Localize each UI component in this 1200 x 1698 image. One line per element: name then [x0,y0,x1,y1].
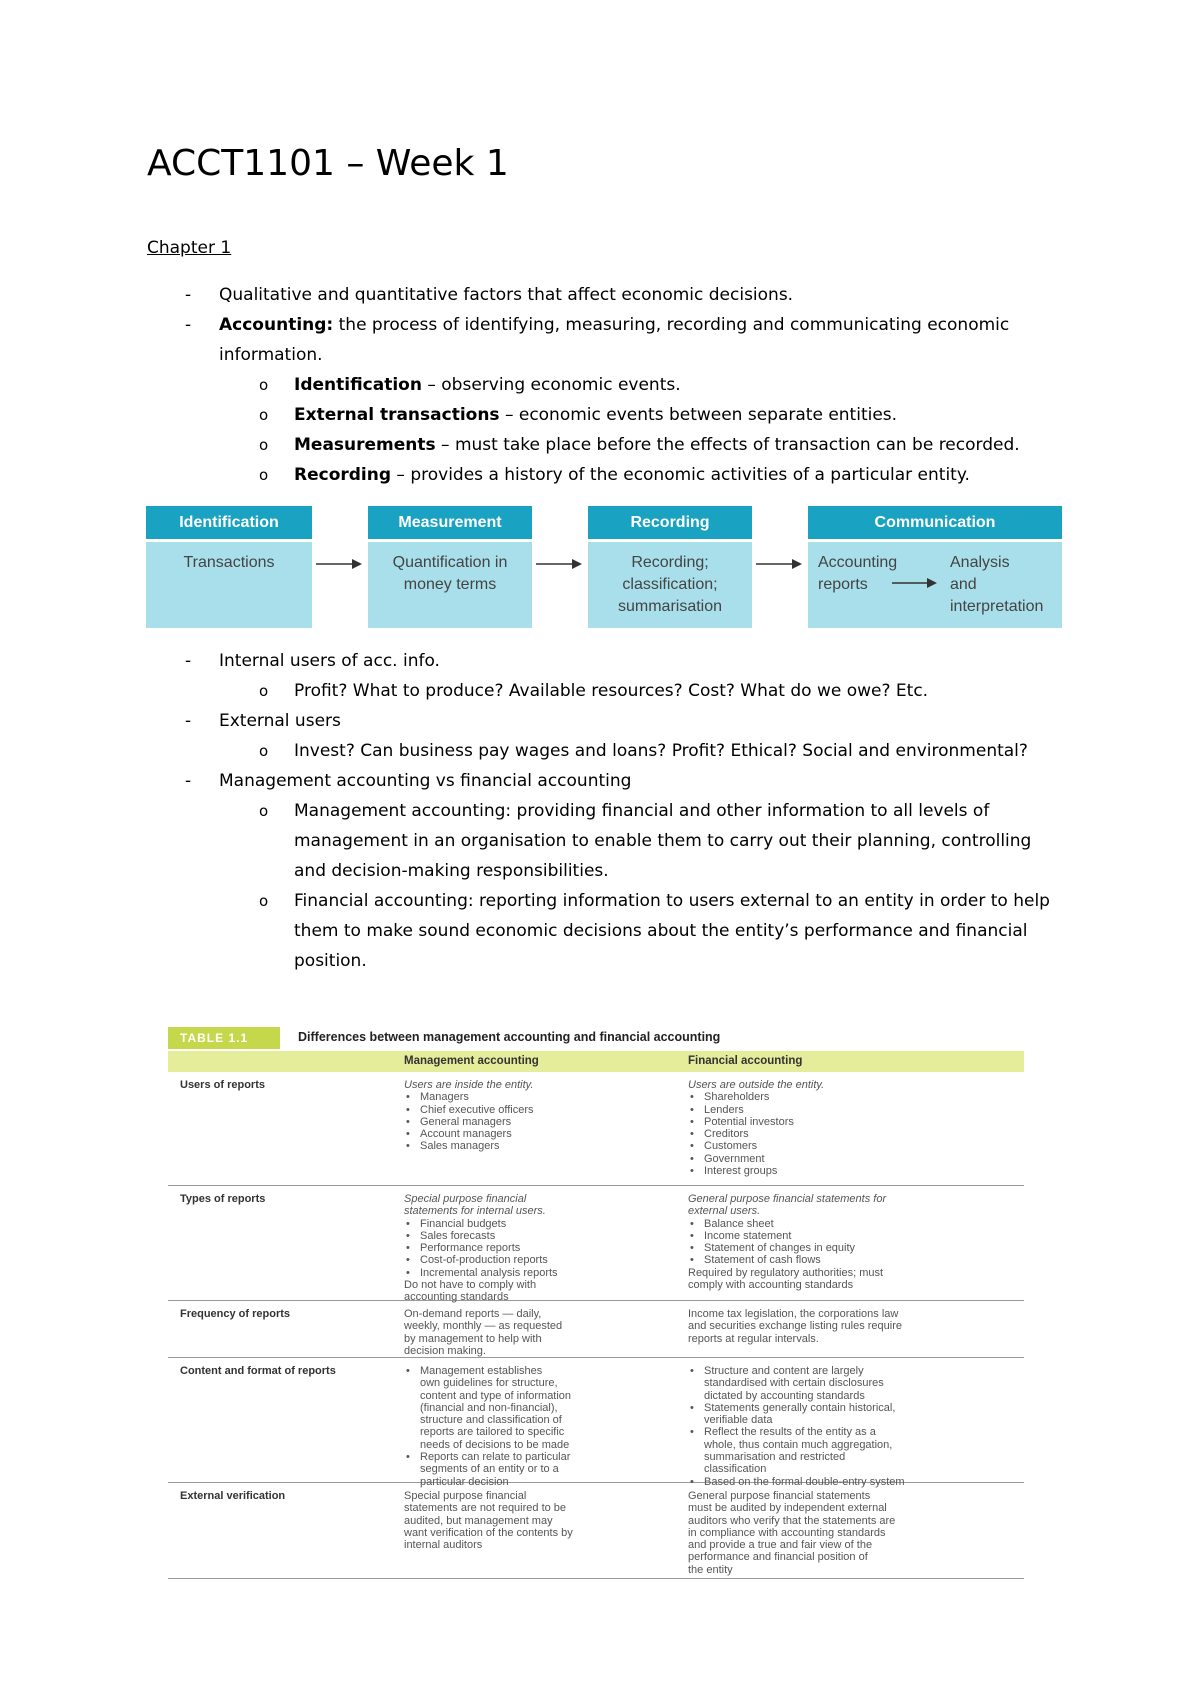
item-text: the process of identifying, measuring, recording and communicating economic information. [219,315,1010,365]
cell-line: reports at regular intervals. [688,1332,819,1345]
item-text: – must take place before the effects of transaction can be recorded. [435,435,1020,455]
bullet-marker: o [259,406,269,424]
flow-step-line: interpretation [950,598,1044,615]
table-number-badge: TABLE 1.1 [168,1027,280,1049]
cell-line: • Reflect the results of the entity as a [688,1426,1018,1438]
bullet-marker: o [259,466,269,484]
bullet-marker: o [259,436,269,454]
cell-line: Users are outside the entity. [688,1079,825,1091]
cell-line: by management to help with [404,1332,542,1345]
flow-step-line: reports [818,576,868,593]
cell-line: • Sales forecasts [404,1230,664,1242]
cell-financial [688,1365,1018,1488]
cell-management [404,1079,664,1153]
table-row [168,1358,1024,1488]
list-item [147,706,1067,736]
bullet-marker: - [185,651,192,671]
cell-financial [688,1193,1018,1291]
flow-step-line: and [950,576,977,593]
cell-line: (financial and non-financial), [420,1401,558,1414]
column-header-financial: Financial accounting [688,1055,803,1067]
row-label: Content and format of reports [180,1365,336,1377]
cell-line: • Statement of changes in equity [688,1242,1018,1254]
cell-line: comply with accounting standards [688,1279,854,1292]
cell-line: the entity [688,1563,733,1576]
flow-step-header: Identification [146,506,312,539]
flow-step-header: Recording [588,506,752,539]
item-text: Qualitative and quantitative factors that affect economic decisions. [219,285,794,305]
cell-line: in compliance with accounting standards [688,1526,886,1539]
list-item [147,280,1067,310]
cell-management [404,1365,664,1488]
cell-line: • General managers [404,1116,664,1128]
flow-step-recording [588,506,752,628]
item-text: – observing economic events. [421,375,681,395]
cell-line: Do not have to comply with [404,1279,537,1292]
flow-step-body [588,542,752,628]
term-label: Identification [294,375,422,395]
flow-step-measurement [368,506,532,628]
bullet-marker: o [259,682,269,700]
arrow-right-icon [312,554,366,574]
item-text: Profit? What to produce? Available resources? Cost? What do we owe? Etc. [294,681,929,701]
flow-step-line: summarisation [617,598,723,615]
cell-line: statements are not required to be [404,1502,567,1515]
accounting-process-diagram [146,506,1062,628]
table-row [168,1483,1024,1579]
cell-line: standardised with certain disclosures [704,1377,884,1390]
cell-line: • Statement of cash flows [688,1254,1018,1266]
cell-line: statements for internal users. [404,1205,546,1218]
cell-line: particular decision [420,1475,509,1488]
comparison-table [168,1027,1024,1579]
bullet-marker: o [259,742,269,760]
term-label: Measurements [294,435,436,455]
cell-line: Required by regulatory authorities; must [688,1266,884,1279]
cell-management [404,1193,664,1304]
term-label: External transactions [294,405,500,425]
item-text: External users [219,711,341,731]
flow-step-communication [808,506,1062,628]
cell-line: • Government [688,1153,1018,1165]
arrow-right-icon [890,576,940,590]
cell-financial [688,1308,1018,1345]
cell-line: reports are tailored to specific [420,1426,565,1439]
flow-step-header: Measurement [368,506,532,539]
cell-line: Income tax legislation, the corporations law [688,1308,899,1320]
table-caption: Differences between management accounting and financial accounting [298,1030,721,1044]
cell-line: audited, but management may [404,1514,553,1527]
cell-line: • Balance sheet [688,1218,1018,1230]
cell-line: summarisation and restricted [704,1451,846,1464]
cell-line: • Creditors [688,1128,1018,1140]
list-item [147,736,1067,766]
table-title-row [168,1027,1024,1049]
cell-line: needs of decisions to be made [420,1438,570,1451]
flow-step-line: money terms [403,576,497,593]
bullet-marker: o [259,802,269,820]
item-text: Financial accounting: reporting information to users external to an entity in order to help them to make sound economic decisions about the entity’s performance and financial position. [294,891,1050,971]
cell-line: and securities exchange listing rules require [688,1320,903,1333]
flow-step-body [808,542,1062,628]
cell-line: • Performance reports [404,1242,664,1254]
list-item [147,796,1067,886]
bullet-marker: o [259,892,269,910]
column-header-management: Management accounting [404,1055,539,1067]
list-item [147,430,1067,460]
list-item [147,886,1067,976]
cell-line: On-demand reports — daily, [404,1308,542,1320]
flow-step-line: Quantification in [392,554,508,571]
cell-line: • Interest groups [688,1165,1018,1177]
row-label: External verification [180,1490,286,1502]
cell-line: classification [704,1463,767,1476]
cell-line: Users are inside the entity. [404,1079,534,1091]
table-row [168,1301,1024,1358]
cell-line: weekly, monthly — as requested [404,1320,563,1333]
cell-line: must be audited by independent external [688,1502,887,1515]
flow-step-line: classification; [622,576,718,593]
cell-line: external users. [688,1205,761,1218]
cell-line: • Chief executive officers [404,1104,664,1116]
bullet-marker: - [185,315,192,335]
cell-line: auditors who verify that the statements are [688,1514,896,1527]
bullet-marker: - [185,285,192,305]
list-item [147,676,1067,706]
cell-line: • Shareholders [688,1091,1018,1103]
cell-line: • Structure and content are largely [688,1365,1018,1377]
item-text: Internal users of acc. info. [219,651,440,671]
cell-line: • Account managers [404,1128,664,1140]
cell-line: performance and financial position of [688,1551,868,1564]
chapter-heading: Chapter 1 [147,238,232,258]
cell-line: internal auditors [404,1539,483,1552]
flow-step-line: Recording; [631,554,709,571]
flow-step-line: Transactions [183,554,275,571]
cell-line: • Potential investors [688,1116,1018,1128]
cell-line: • Cost-of-production reports [404,1254,664,1266]
list-item [147,646,1067,676]
cell-line: • Lenders [688,1104,1018,1116]
cell-line: dictated by accounting standards [704,1389,865,1402]
flow-communication-left [818,552,897,596]
bullet-marker: - [185,711,192,731]
cell-line: • Customers [688,1140,1018,1152]
cell-line: General purpose financial statements for [688,1193,887,1205]
term-label: Recording [294,465,392,485]
item-text: – provides a history of the economic activities of a particular entity. [391,465,970,485]
cell-line: General purpose financial statements [688,1490,871,1502]
row-label: Types of reports [180,1193,266,1205]
table-row [168,1072,1024,1186]
cell-line: structure and classification of [420,1414,562,1427]
cell-line: content and type of information [420,1389,572,1402]
cell-line: and provide a true and fair view of the [688,1539,873,1552]
flow-step-body [146,542,312,628]
cell-line: whole, thus contain much aggregation, [704,1438,893,1451]
flow-step-line: Accounting [818,554,898,571]
flow-communication-right [950,552,1043,618]
term-label: Accounting: [219,315,334,335]
cell-management [404,1490,664,1551]
row-label: Frequency of reports [180,1308,291,1320]
cell-line: • Incremental analysis reports [404,1267,664,1279]
cell-line: own guidelines for structure, [420,1377,558,1390]
list-item [147,460,1067,490]
arrow-right-icon [532,554,586,574]
item-text: Management accounting vs financial accounting [219,771,632,791]
item-text: Management accounting: providing financial and other information to all levels of management in an organisation to enable them to carry out their planning, controlling and decision-making responsibilities. [294,801,1032,881]
cell-line: • Managers [404,1091,664,1103]
cell-line: decision making. [404,1344,486,1357]
cell-line: • Statements generally contain historical, [688,1402,1018,1414]
flow-step-identification [146,506,312,628]
table-header-row [168,1051,1024,1072]
cell-line: • Income statement [688,1230,1018,1242]
cell-line: verifiable data [704,1414,773,1427]
cell-line: • Sales managers [404,1140,664,1152]
cell-line: • Financial budgets [404,1218,664,1230]
cell-line: Special purpose financial [404,1490,527,1502]
list-item [147,370,1067,400]
arrow-right-icon [752,554,806,574]
bullet-marker: o [259,376,269,394]
bullet-list-bottom [147,646,1067,976]
cell-line: • Reports can relate to particular [404,1451,664,1463]
list-item [147,766,1067,796]
flow-step-line: Analysis [950,554,1010,571]
cell-line: Special purpose financial [404,1193,527,1205]
page-title: ACCT1101 – Week 1 [147,143,509,184]
table-body [168,1072,1024,1579]
item-text: Invest? Can business pay wages and loans? Profit? Ethical? Social and environmental? [294,741,1028,761]
list-item [147,310,1067,370]
bullet-list-top [147,280,1067,490]
cell-line: segments of an entity or to a [420,1463,559,1476]
bullet-marker: - [185,771,192,791]
row-label: Users of reports [180,1079,265,1091]
flow-step-header: Communication [808,506,1062,539]
table-row [168,1186,1024,1304]
list-item [147,400,1067,430]
item-text: – economic events between separate entities. [499,405,898,425]
cell-line: • Management establishes [404,1365,664,1377]
cell-line: accounting standards [404,1291,509,1304]
flow-step-body [368,542,532,628]
cell-management [404,1308,664,1357]
cell-line: • Based on the formal double-entry system [688,1476,1018,1488]
cell-line: want verification of the contents by [404,1526,573,1539]
cell-financial [688,1079,1018,1177]
cell-financial [688,1490,1018,1576]
